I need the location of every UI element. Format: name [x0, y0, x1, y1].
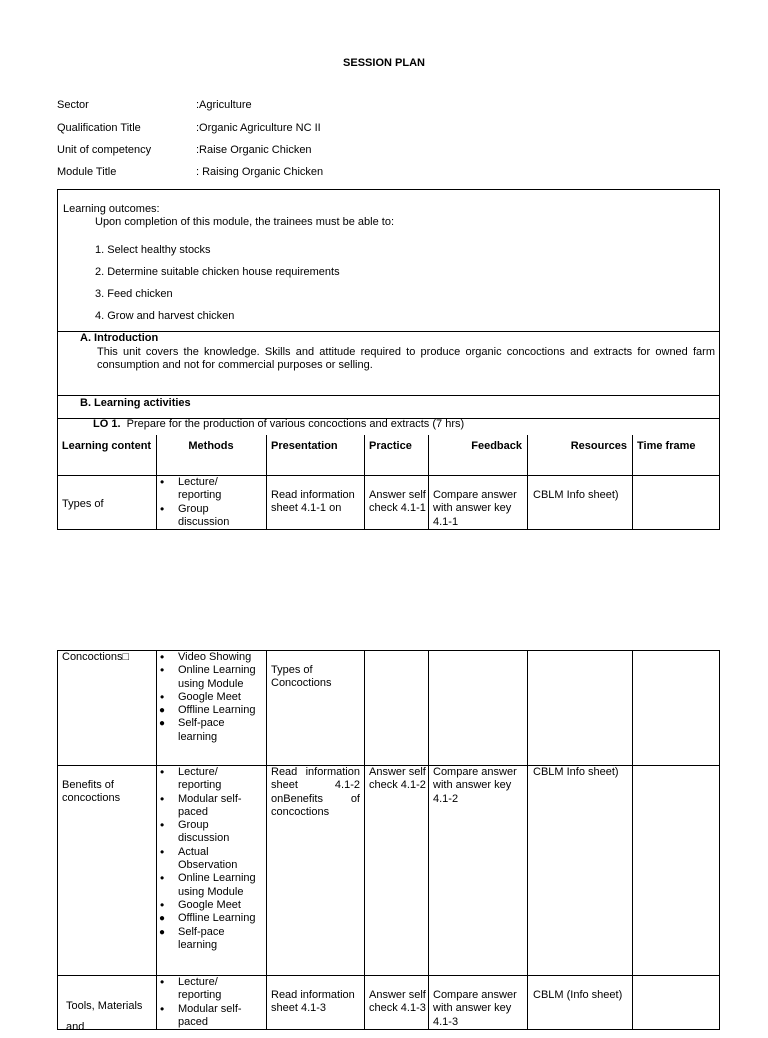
sector-value: :Agriculture [196, 99, 252, 111]
col-header-methods: Methods [188, 440, 234, 452]
method-item: ● Self-pace learning [156, 926, 262, 953]
module-title-label: Module Title [57, 166, 117, 178]
row-learning-content: Tools, Materials and [66, 1000, 143, 1033]
method-item: • Group discussion [156, 503, 260, 530]
method-item: • Modular self-paced [156, 793, 262, 820]
learning-outcomes-heading: Learning outcomes: [63, 203, 160, 215]
lo-label: LO 1. [93, 418, 121, 430]
learning-outcome-item: 4. Grow and harvest chicken [95, 310, 235, 322]
module-title-value: : Raising Organic Chicken [196, 166, 324, 178]
method-item: • Online Learning using Module [156, 664, 262, 691]
method-item: • Lecture/ reporting [156, 766, 262, 793]
learning-activities-heading: B. Learning activities [80, 397, 191, 409]
col-header-presentation: Presentation [271, 440, 338, 452]
row-methods-list [156, 651, 262, 744]
lo-text: Prepare for the production of various concoctions and extracts (7 hrs) [126, 418, 465, 430]
method-item: • Lecture/ reporting [156, 476, 260, 503]
row-feedback: Compare answer with answer key 4.1-1 [433, 489, 517, 528]
learning-outcome-item: 1. Select healthy stocks [95, 244, 211, 256]
row-resources: CBLM (Info sheet) [533, 989, 623, 1001]
method-item: • Google Meet [156, 691, 262, 704]
row-practice: Answer self check 4.1-2 [369, 766, 426, 792]
row-learning-content: Concoctions□ [62, 651, 130, 663]
row-presentation: Read information sheet 4.1-1 on [271, 489, 355, 515]
lo-line [93, 418, 464, 431]
qualification-title-value: :Organic Agriculture NC II [196, 122, 321, 134]
sector-label: Sector [57, 99, 89, 111]
method-item: ● Offline Learning [156, 704, 262, 717]
row-methods-list [156, 976, 262, 1029]
row-presentation: Read information sheet 4.1-2 onBenefits of concoctions [271, 766, 360, 818]
row-practice: Answer self check 4.1-1 [369, 489, 426, 515]
method-item: • Online Learning using Module [156, 872, 262, 899]
row-feedback: Compare answer with answer key 4.1-2 [433, 766, 517, 805]
method-item: • Video Showing [156, 651, 262, 664]
col-header-practice: Practice [369, 440, 412, 452]
method-item: • Modular self-paced [156, 1003, 262, 1030]
learning-outcomes-intro: Upon completion of this module, the trainees must be able to: [95, 216, 395, 228]
row-resources: CBLM Info sheet) [533, 766, 619, 778]
row-methods-list [156, 476, 260, 529]
row-feedback: Compare answer with answer key 4.1-3 [433, 989, 517, 1028]
learning-outcome-item: 2. Determine suitable chicken house requirements [95, 266, 340, 278]
row-resources: CBLM Info sheet) [533, 489, 619, 501]
col-header-learning-content: Learning content [61, 440, 152, 452]
method-item: ● Offline Learning [156, 912, 262, 925]
row-practice: Answer self check 4.1-3 [369, 989, 426, 1015]
introduction-text: This unit covers the knowledge. Skills and attitude required to produce organic concoctions and extracts for owned farm consumption and not for commercial purposes or selling. [97, 346, 715, 372]
row-learning-content: Benefits of concoctions [62, 779, 121, 805]
introduction-heading: A. Introduction [80, 332, 159, 344]
qualification-title-label: Qualification Title [57, 122, 141, 134]
unit-of-competency-value: :Raise Organic Chicken [196, 144, 312, 156]
method-item: • Group discussion [156, 819, 262, 846]
document-title: SESSION PLAN [343, 57, 425, 69]
method-item: • Google Meet [156, 899, 262, 912]
row-learning-content: Types of [62, 498, 104, 510]
unit-of-competency-label: Unit of competency [57, 144, 152, 156]
method-item: ● Self-pace learning [156, 717, 262, 744]
method-item: • Lecture/ reporting [156, 976, 262, 1003]
row-presentation: Read information sheet 4.1-3 [271, 989, 355, 1015]
col-header-time-frame: Time frame [637, 440, 696, 452]
col-header-feedback: Feedback [471, 440, 522, 452]
row-presentation: Types of Concoctions [271, 664, 332, 690]
method-item: • Actual Observation [156, 846, 262, 873]
col-header-resources: Resources [570, 440, 627, 452]
row-methods-list [156, 766, 262, 952]
learning-outcome-item: 3. Feed chicken [95, 288, 173, 300]
